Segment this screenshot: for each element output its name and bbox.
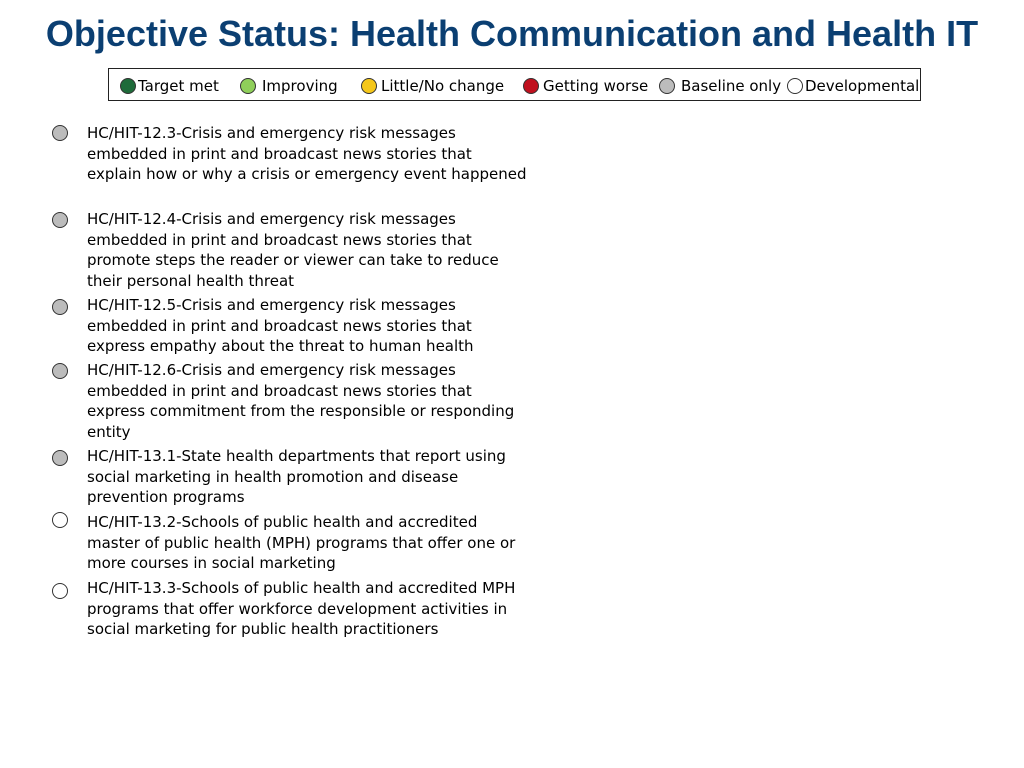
getting-worse-status-icon [523,78,539,94]
developmental-status-icon [787,78,803,94]
legend-label: Baseline only [681,76,782,95]
objective-text: HC/HIT-13.2-Schools of public health and accredited master of public health (MPH) programs that offer one or more courses in social marketing [87,513,516,572]
baseline-only-status-icon [52,125,68,141]
objective-text: HC/HIT-13.3-Schools of public health and accredited MPH programs that offer workforce development activities in social marketing for public health practitioners [87,579,516,638]
legend-item-developmental [787,69,919,102]
baseline-only-status-icon [52,363,68,379]
developmental-status-icon [52,512,68,528]
baseline-only-status-icon [659,78,675,94]
target-met-status-icon [120,78,136,94]
developmental-status-icon [52,583,68,599]
objective-text: HC/HIT-12.4-Crisis and emergency risk messages embedded in print and broadcast news stories that promote steps the reader or viewer can take to reduce their personal health threat [87,210,499,290]
legend-label: Developmental [805,76,920,95]
legend-item-improving [240,69,338,102]
legend-item-getting-worse [523,69,648,102]
status-legend [108,68,921,101]
baseline-only-status-icon [52,299,68,315]
legend-item-target-met [120,69,219,102]
legend-item-little-no-change [361,69,504,102]
objective-text: HC/HIT-12.5-Crisis and emergency risk messages embedded in print and broadcast news stories that express empathy about the threat to human health [87,296,474,355]
baseline-only-status-icon [52,212,68,228]
objective-text: HC/HIT-12.3-Crisis and emergency risk messages embedded in print and broadcast news stories that explain how or why a crisis or emergency event happened [87,124,527,183]
objective-text: HC/HIT-12.6-Crisis and emergency risk messages embedded in print and broadcast news stories that express commitment from the responsible or responding entity [87,361,515,441]
little-no-change-status-icon [361,78,377,94]
improving-status-icon [240,78,256,94]
legend-item-baseline-only [659,69,781,102]
page-title: Objective Status: Health Communication and Health IT [45,13,979,54]
baseline-only-status-icon [52,450,68,466]
legend-label: Target met [138,76,219,95]
legend-label: Getting worse [543,76,649,95]
legend-label: Little/No change [381,76,505,95]
objective-text: HC/HIT-13.1-State health departments that report using social marketing in health promotion and disease prevention programs [87,447,506,506]
legend-label: Improving [262,76,338,95]
